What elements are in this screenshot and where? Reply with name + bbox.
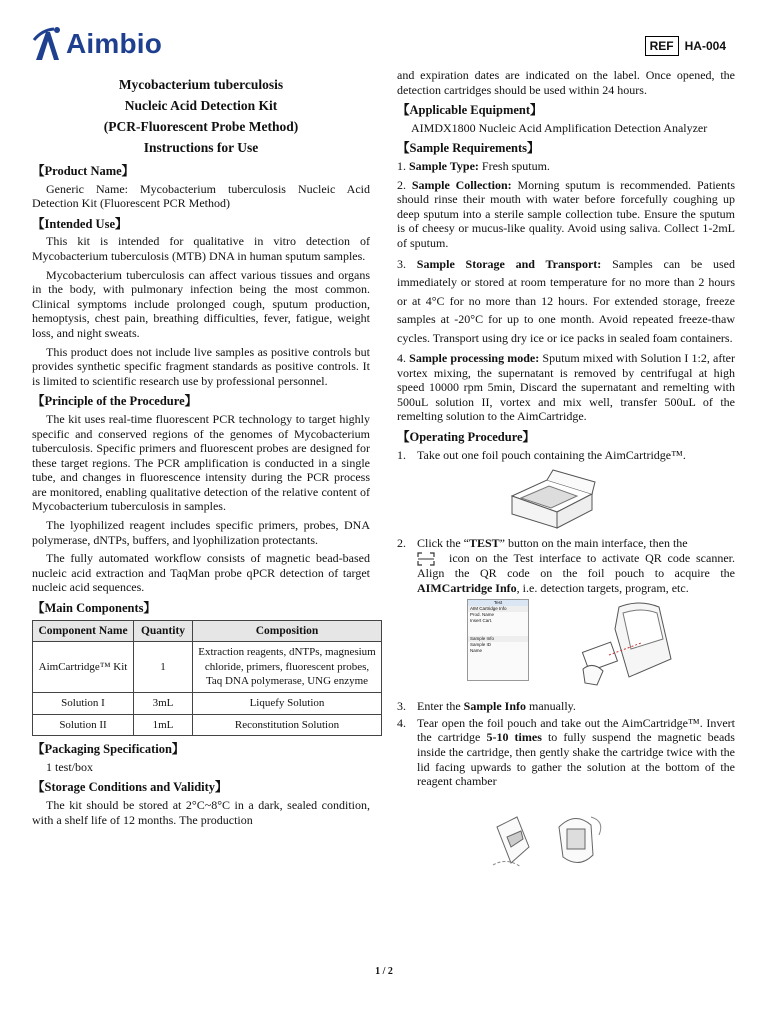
section-heading: 【Operating Procedure】 [397, 430, 536, 444]
paragraph: The kit uses real-time fluorescent PCR technology to target highly specific and conserved regions of the genomes of Mycobacterium tuberculosis. Specific primers and fluorescent probes are designed for these target regions. The PCR amplification is conducted in a single tube, and changes in fluorescence intensity during the PCR process are monitored, enabling qualitative detection of the relative content of Mycobacterium tuberculosis in samples. [32, 411, 370, 514]
paragraph: and expiration dates are indicated on the label. Once opened, the detection cartridges should be used within 24 hours. [397, 68, 735, 97]
table-header-row [33, 620, 382, 642]
step-text-part: ” button on the main interface, then the [499, 536, 688, 551]
step-text: Take out one foil pouch containing the AimCartridge™. [417, 447, 686, 462]
ref-value: HA-004 [684, 39, 726, 53]
table-row [33, 642, 382, 693]
paragraph: This product does not include live samples as positive controls but provides synthetic specific fragment standards as positive controls. It is limited to scientific research use by professional personnel. [32, 344, 370, 388]
step-text-part: Enter the [417, 699, 464, 714]
list-item [397, 255, 735, 348]
item-number: 1. [397, 158, 406, 173]
table-cell: Liquefy Solution [193, 693, 382, 715]
paragraph: AIMDX1800 Nucleic Acid Amplification Detection Analyzer [411, 120, 708, 135]
step-text [417, 716, 735, 789]
item-label: Sample Collection: [411, 177, 512, 192]
cartridge-info-label: AIMCartridge Info [417, 580, 517, 595]
table-cell: Reconstitution Solution [193, 714, 382, 736]
list-item [397, 178, 735, 251]
invert-count-label: 5-10 times [486, 730, 542, 745]
table-cell: 1mL [134, 714, 193, 736]
title-line: (PCR-Fluorescent Probe Method) [103, 119, 299, 134]
ref-code [645, 36, 726, 56]
section-heading: 【Sample Requirements】 [397, 141, 540, 156]
section-heading: 【Storage Conditions and Validity】 [32, 780, 228, 795]
analyzer-scan-illustration [579, 599, 689, 691]
screen-section: Sample Info [468, 636, 528, 642]
table-row [33, 693, 382, 715]
paragraph: Generic Name: Mycobacterium tuberculosis Nucleic Acid Detection Kit (Fluorescent PCR Method) [32, 181, 370, 211]
table-row [33, 714, 382, 736]
title-line: Instructions for Use [143, 140, 259, 155]
procedure-step [397, 448, 735, 463]
column-header: Composition [193, 620, 382, 642]
screen-field: Prod. Name [470, 612, 495, 618]
table-cell: AimCartridge™ Kit [33, 642, 134, 693]
list-item [397, 351, 735, 424]
screen-field: Sample ID [470, 642, 492, 648]
screen-section: AIM Cartridge Info [468, 606, 528, 612]
qr-scan-icon [417, 552, 435, 566]
table-cell: Extraction reagents, dNTPs, magnesium chloride, primers, fluorescent probes, Taq DNA polymerase, UNG enzyme [193, 642, 382, 693]
test-interface-illustration [467, 599, 735, 695]
section-heading: 【Applicable Equipment】 [397, 103, 543, 118]
step-text [417, 699, 735, 714]
procedure-step [397, 716, 735, 789]
cartridge-shake-illustration [487, 807, 617, 877]
item-text: Sputum mixed with Solution I 1:2, after vortex mixing, the supernatant is removed by centrifugal at high speed 10000 rpm 5min, Discard the supernatant and remelting with 500uL solution II, vortex and mix well, transfer 500uL of the remelting solution to the AimCartridge. [397, 351, 735, 424]
item-number: 2. [397, 177, 406, 192]
section-heading: 【Intended Use】 [32, 216, 128, 231]
step-text-part: to fully suspend the magnetic beads inside the cartridge, then gently shake the cartridge twice with the lid facing upwards to gather the solution at the bottom of the reagent chamber [417, 730, 735, 789]
test-label: TEST [468, 536, 500, 551]
paragraph: Mycobacterium tuberculosis can affect various tissues and organs in the body, with pulmonary infection being the most common. Clinical symptoms include prolonged cough, sputum production, hemoptysis, chest pain, breathing difficulties, fever, fatigue, weight loss, and night sweats. [32, 267, 370, 340]
right-column [397, 68, 735, 877]
screen-field: Insert Cart. [470, 618, 493, 624]
paragraph: The kit should be stored at 2°C~8°C in a dark, sealed condition, with a shelf life of 12 months. The production [32, 797, 370, 827]
aimbio-logo-icon [32, 26, 62, 62]
section-heading: 【Main Components】 [32, 601, 156, 616]
section-heading: 【Product Name】 [32, 164, 135, 178]
step-text-part: Tear open the foil pouch and take out the AimCartridge™. Invert the cartridge [417, 715, 735, 745]
step-text-part: manually. [526, 699, 576, 714]
paragraph: The lyophilized reagent includes specific primers, probes, DNA polymerase, dNTPs, buffers, and lyophilization protectants. [32, 518, 370, 547]
procedure-step [397, 536, 735, 595]
step-text-part: Click the “ [417, 536, 469, 551]
logo-text: Aimbio [66, 28, 163, 59]
left-column [32, 74, 376, 831]
item-number: 3. [397, 256, 406, 271]
title-line: Mycobacterium tuberculosis [118, 77, 284, 92]
item-label: Sample Type: [409, 158, 479, 173]
section-heading: 【Principle of the Procedure】 [32, 394, 198, 409]
step-number: 1. [397, 447, 406, 462]
table-cell: Solution I [33, 693, 134, 715]
paragraph: This kit is intended for qualitative in vitro detection of Mycobacterium tuberculosis (MTB) DNA in human sputum samples. [32, 234, 370, 263]
document-title [32, 74, 370, 158]
test-screen-mockup [467, 599, 529, 681]
column-header: Component Name [33, 620, 134, 642]
paragraph: 1 test/box [46, 759, 93, 774]
ref-label: REF [645, 36, 679, 56]
title-line: Nucleic Acid Detection Kit [124, 98, 278, 113]
section-heading: 【Packaging Specification】 [32, 742, 185, 757]
item-label: Sample Storage and Transport: [416, 256, 602, 271]
cartridge-box-illustration [507, 468, 597, 530]
item-text: Samples can be used immediately or stored at room temperature for no more than 2 hours or at 4°C for no more than 12 hours. For extended storage, freeze samples at -20°C for up to one month. Avoid repeated freeze-thaw cycles. Transport using dry ice or ice packs in sealed foam containers. [397, 256, 735, 345]
item-label: Sample processing mode: [409, 351, 540, 366]
components-table [32, 620, 382, 737]
column-header: Quantity [134, 620, 193, 642]
table-cell: 3mL [134, 693, 193, 715]
list-item [397, 159, 735, 174]
step-number: 3. [397, 699, 406, 714]
screen-field: Name [470, 648, 483, 654]
table-cell: 1 [134, 642, 193, 693]
procedure-step [397, 699, 735, 714]
sample-requirements-list [397, 159, 735, 424]
step-text-part: icon on the Test interface to activate QR code scanner. Align the QR code on the foil pouch to acquire the [417, 550, 735, 581]
page-number: 1 / 2 [375, 966, 393, 977]
brand-logo [32, 24, 162, 64]
screen-title: Test [468, 600, 528, 606]
step-text-part: , i.e. detection targets, program, etc. [516, 580, 689, 595]
step-number: 4. [397, 715, 406, 730]
paragraph: The fully automated workflow consists of magnetic bead-based nucleic acid extraction and TaqMan probe qPCR detection of target nucleic acid sequences. [32, 551, 370, 595]
item-text: Fresh sputum. [478, 158, 550, 173]
item-number: 4. [397, 351, 406, 366]
table-cell: Solution II [33, 714, 134, 736]
item-text: Morning sputum is recommended. Patients should rinse their mouth with water before forcefully coughing up deep sputum into a sterile sample collection tube. Ensure the sputum is of cheesy or mucus-like quality. Avoid using saliva. Collect 1-2mL of sputum. [397, 177, 735, 250]
step-number: 2. [397, 536, 406, 551]
step-text [417, 536, 735, 595]
sample-info-label: Sample Info [463, 699, 526, 714]
